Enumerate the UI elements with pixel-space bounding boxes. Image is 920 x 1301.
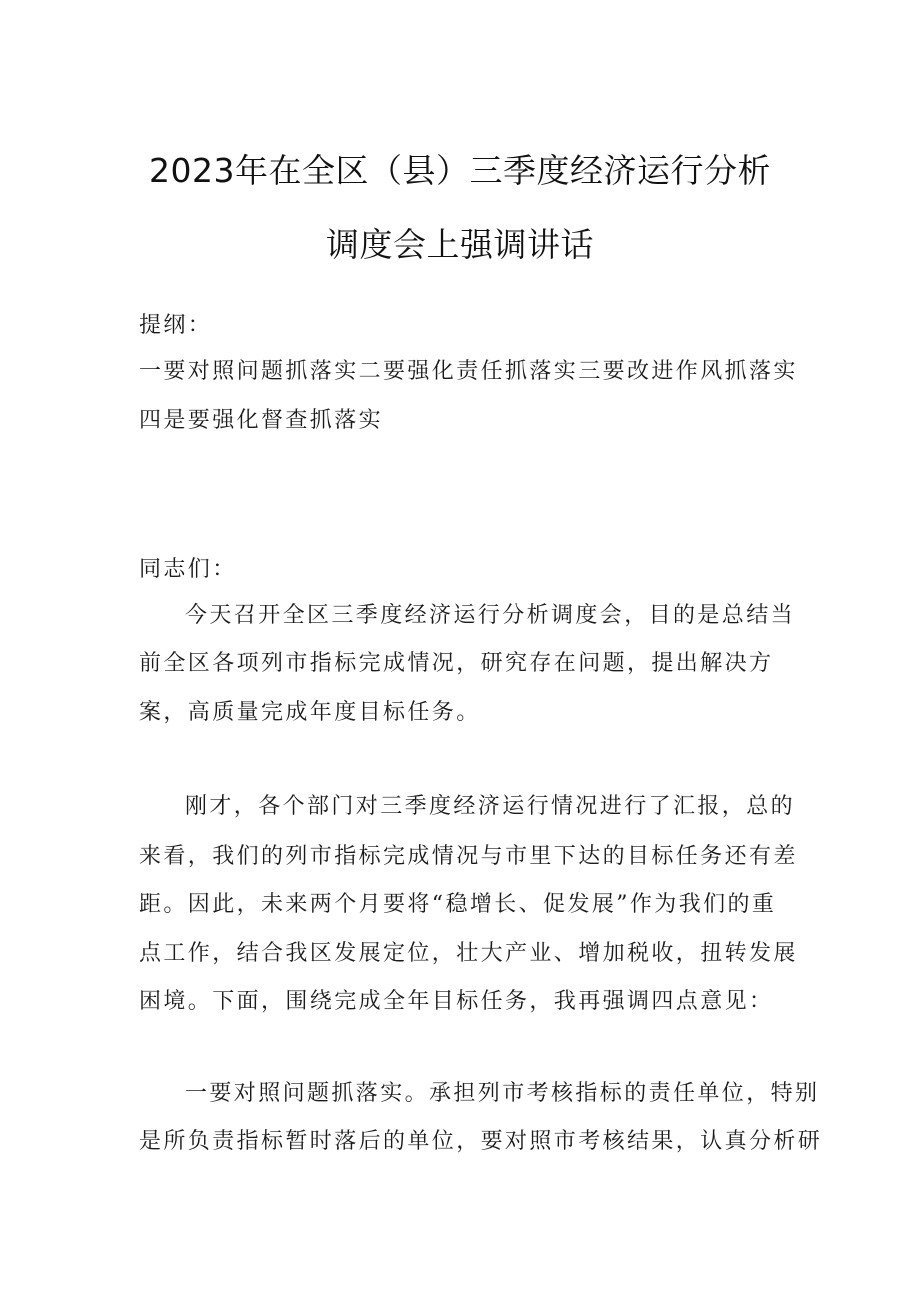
paragraph-2-line-1: 刚才，各个部门对三季度经济运行情况进行了汇报，总的 <box>185 794 796 819</box>
paragraph-1-line-3: 案，高质量完成年度目标任务。 <box>139 700 481 725</box>
paragraph-3-line-2: 是所负责指标暂时落后的单位，要对照市考核结果，认真分析研 <box>139 1129 823 1154</box>
outline-label: 提纲： <box>139 313 213 338</box>
paragraph-2-line-4: 点工作，结合我区发展定位，壮大产业、增加税收，扭转发展 <box>139 941 798 966</box>
paragraph-3-line-1: 一要对照问题抓落实。承担列市考核指标的责任单位，特别 <box>185 1081 820 1106</box>
paragraph-2-line-5: 困境。下面，围绕完成全年目标任务，我再强调四点意见： <box>139 989 774 1014</box>
salutation: 同志们： <box>139 557 237 582</box>
document-title-line-2: 调度会上强调讲话 <box>326 225 594 264</box>
paragraph-2-line-3: 距。因此，未来两个月要将“稳增长、促发展”作为我们的重 <box>139 892 777 917</box>
document-title-line-1: 2023年在全区（县）三季度经济运行分析 <box>149 151 771 190</box>
outline-line-1: 一要对照问题抓落实二要强化责任抓落实三要改进作风抓落实 <box>139 359 798 384</box>
paragraph-1-line-1: 今天召开全区三季度经济运行分析调度会，目的是总结当 <box>185 603 796 628</box>
paragraph-1-line-2: 前全区各项列市指标完成情况，研究存在问题，提出解决方 <box>139 651 774 676</box>
paragraph-2-line-2: 来看，我们的列市指标完成情况与市里下达的目标任务还有差 <box>139 844 798 869</box>
outline-line-2: 四是要强化督查抓落实 <box>139 408 384 433</box>
